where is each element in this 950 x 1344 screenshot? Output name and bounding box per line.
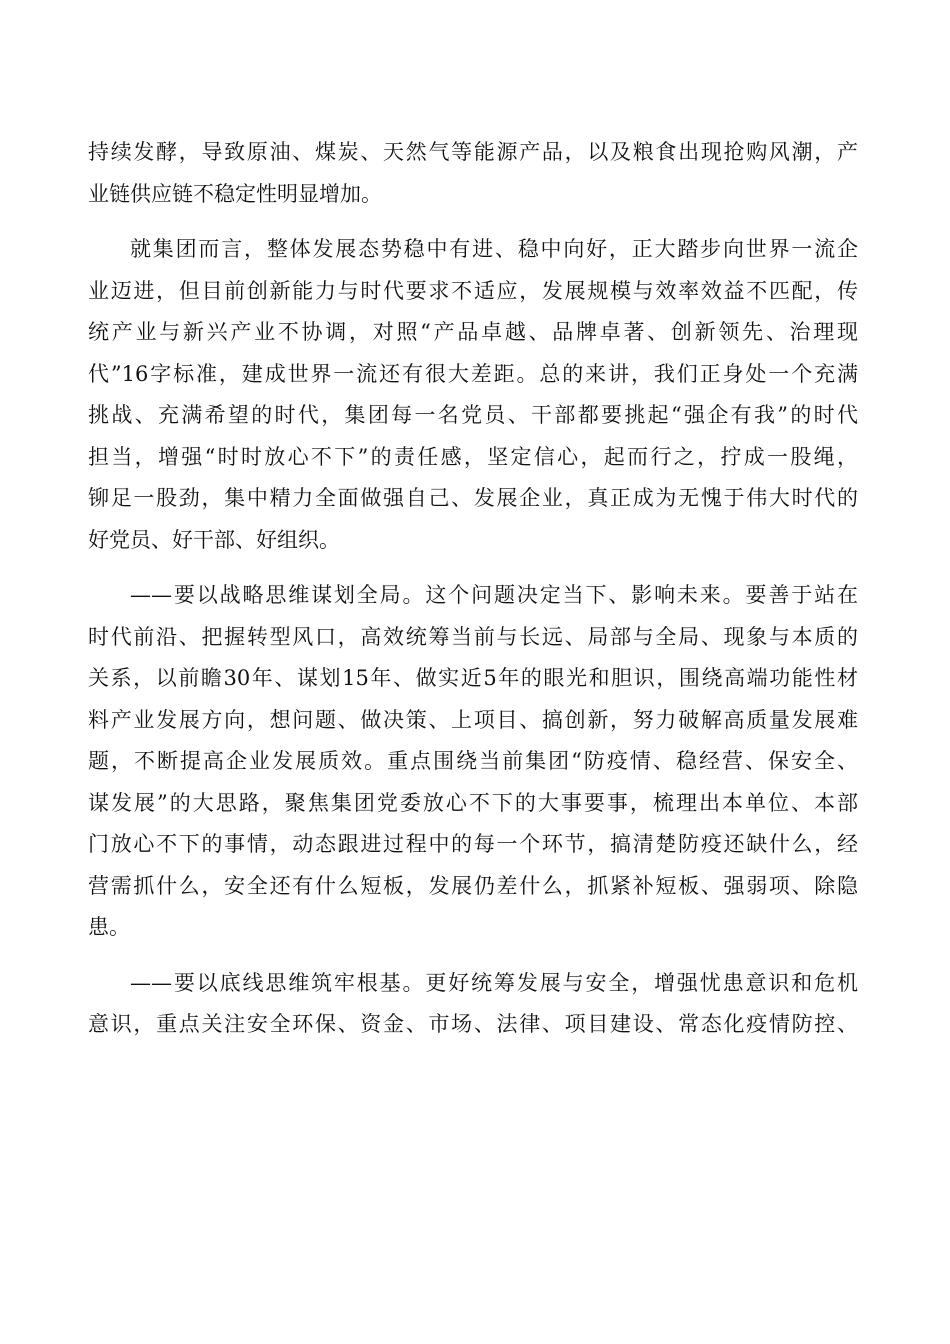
paragraph — [88, 229, 858, 561]
text-line: 好党员、好干部、好组织。 — [88, 527, 340, 552]
text-line: 门放心不下的事情，动态跟进过程中的每一个环节，搞清楚防疫还缺什么，经 — [88, 832, 858, 856]
text-line: 代”16字标准，建成世界一流还有很大差距。总的来讲，我们正身处一个充满 — [88, 361, 858, 386]
text-line: 铆足一股劲，集中精力全面做强自己、发展企业，真正成为无愧于伟大时代的 — [88, 486, 858, 510]
text-line: ——要以战略思维谋划全局。这个问题决定当下、影响未来。要善于站在 — [130, 583, 858, 607]
text-line: 担当，增强“时时放心不下”的责任感，坚定信心，起而行之，拧成一股绳， — [88, 444, 858, 469]
text-line: 持续发酵，导致原油、煤炭、天然气等能源产品，以及粮食出现抢购风潮，产 — [88, 140, 858, 164]
text-line: 营需抓什么，安全还有什么短板，发展仍差什么，抓紧补短板、强弱项、除隐 — [88, 873, 858, 898]
text-line: 业迈进，但目前创新能力与时代要求不适应，发展规模与效率效益不匹配，传 — [88, 278, 858, 303]
text-line: 患。 — [88, 915, 130, 939]
text-line: 挑战、充满希望的时代，集团每一名党员、干部都要挑起“强企有我”的时代 — [88, 403, 858, 427]
text-line: 料产业发展方向，想问题、做决策、上项目、搞创新，努力破解高质量发展难 — [88, 707, 858, 732]
text-line: ——要以底线思维筑牢根基。更好统筹发展与安全，增强忧患意识和危机 — [130, 970, 858, 995]
text-line: 统产业与新兴产业不协调，对照“产品卓越、品牌卓著、创新领先、治理现 — [88, 320, 858, 344]
paragraph — [88, 132, 858, 215]
document-body — [88, 132, 858, 1046]
text-line: 意识，重点关注安全环保、资金、市场、法律、项目建设、常态化疫情防控、 — [88, 1012, 858, 1036]
text-line: 时代前沿、把握转型风口，高效统筹当前与长远、局部与全局、现象与本质的 — [88, 624, 858, 649]
text-line: 业链供应链不稳定性明显增加。 — [88, 181, 382, 206]
paragraph — [88, 575, 858, 949]
text-line: 关系，以前瞻30年、谋划15年、做实近5年的眼光和胆识，围绕高端功能性材 — [88, 666, 858, 690]
text-line: 谋发展”的大思路，聚焦集团党委放心不下的大事要事，梳理出本单位、本部 — [88, 790, 858, 815]
text-line: 题，不断提高企业发展质效。重点围绕当前集团“防疫情、稳经营、保安全、 — [88, 749, 858, 773]
text-line: 就集团而言，整体发展态势稳中有进、稳中向好，正大踏步向世界一流企 — [130, 237, 858, 261]
paragraph — [88, 963, 858, 1046]
